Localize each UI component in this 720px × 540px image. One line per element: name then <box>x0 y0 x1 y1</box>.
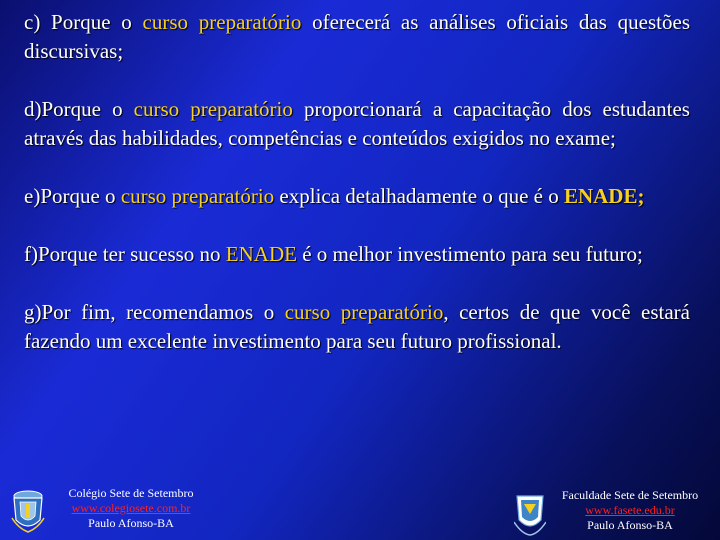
paragraph-d-text-2: proporcionará a capacitação dos estudantes através das habilidades, competências e conteúdos exigidos no exame; <box>24 97 690 150</box>
paragraph-d-highlight: curso preparatório <box>133 97 293 121</box>
faculdade-city: Paulo Afonso-BA <box>587 518 673 532</box>
paragraph-g-text-2: , certos de que você estará fazendo um excelente investimento para seu futuro profissional. <box>24 300 690 353</box>
paragraph-c <box>24 8 690 66</box>
faculdade-link[interactable]: www.fasete.edu.br <box>585 503 675 517</box>
paragraph-f-text-2: é o melhor investimento para seu futuro; <box>296 242 643 266</box>
paragraph-f-highlight: ENADE <box>225 242 297 266</box>
paragraph-g <box>24 298 690 356</box>
footer-faculdade <box>512 486 718 538</box>
paragraph-e-highlight-enade: ENADE; <box>563 184 645 208</box>
colegio-crest-icon <box>10 488 46 534</box>
colegio-link[interactable]: www.colegiosete.com.br <box>71 501 191 515</box>
paragraph-c-highlight: curso preparatório <box>142 10 302 34</box>
footer-colegio <box>8 484 208 538</box>
colegio-name: Colégio Sete de Setembro <box>68 486 194 500</box>
paragraph-e-text-2: explica detalhadamente o que é o <box>274 184 564 208</box>
slide-body <box>24 8 690 385</box>
faculdade-footer-text <box>544 488 716 533</box>
paragraph-g-highlight: curso preparatório <box>284 300 444 324</box>
paragraph-g-text-1: g)Por fim, recomendamos o <box>24 300 285 324</box>
paragraph-d <box>24 95 690 153</box>
paragraph-c-text-1: c) Porque o <box>24 10 143 34</box>
paragraph-e-highlight: curso preparatório <box>120 184 275 208</box>
faculdade-crest-icon <box>514 490 546 536</box>
paragraph-c-text-2: oferecerá as análises oficiais das questões discursivas; <box>24 10 690 63</box>
faculdade-name: Faculdade Sete de Setembro <box>561 488 699 502</box>
paragraph-f <box>24 240 690 269</box>
paragraph-d-text-1: d)Porque o <box>24 97 134 121</box>
paragraph-e <box>24 182 690 211</box>
paragraph-e-text-1: e)Porque o <box>24 184 121 208</box>
paragraph-f-text-1: f)Porque ter sucesso no <box>24 242 226 266</box>
colegio-city: Paulo Afonso-BA <box>88 516 174 530</box>
colegio-footer-text <box>56 486 206 531</box>
